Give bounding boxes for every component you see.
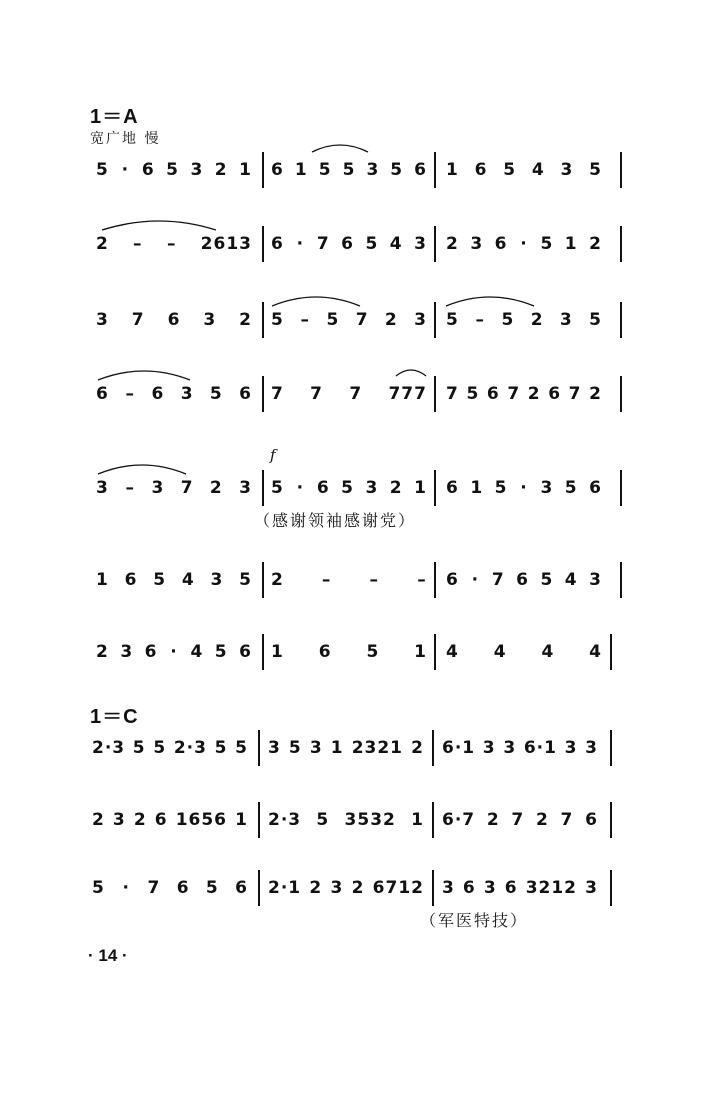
note: –: [133, 234, 143, 254]
measure: [262, 798, 430, 842]
note: 5: [365, 234, 379, 254]
note: –: [321, 570, 332, 590]
page-number: · 14 ·: [88, 946, 128, 965]
note: 3: [203, 310, 217, 330]
barline: [610, 802, 612, 838]
barline: [620, 302, 622, 338]
note: 3: [414, 310, 427, 330]
note: 6: [548, 384, 562, 404]
note: 2: [209, 478, 223, 498]
barline: [262, 634, 264, 670]
note: 3: [330, 878, 344, 898]
note: 5: [153, 738, 167, 758]
barline: [262, 302, 264, 338]
note: 5: [271, 478, 284, 498]
note: 7: [355, 310, 369, 330]
note: 6·1: [442, 738, 476, 758]
note: 5: [390, 160, 404, 180]
measure: [265, 630, 433, 674]
note: 3: [585, 878, 598, 898]
note: 2: [239, 310, 252, 330]
note: 3: [96, 478, 109, 498]
lyric-line: （感谢领袖感谢党）: [254, 511, 417, 530]
note: 1: [446, 160, 459, 180]
measure: [440, 466, 608, 510]
note: 2: [589, 234, 602, 254]
note: 2: [589, 384, 602, 404]
note: 3: [442, 878, 455, 898]
note: 6: [239, 384, 252, 404]
note: 7: [349, 384, 363, 404]
measure: [436, 798, 604, 842]
note: 6: [589, 478, 602, 498]
barline: [620, 470, 622, 506]
note: 2321: [351, 738, 404, 758]
note: 6: [124, 570, 138, 590]
note: 2: [96, 642, 109, 662]
note: –: [475, 310, 485, 330]
barline: [432, 730, 434, 766]
note: 2: [486, 810, 500, 830]
barline: [262, 562, 264, 598]
barline: [432, 870, 434, 906]
barline: [262, 376, 264, 412]
barline: [262, 226, 264, 262]
staff-row: [0, 148, 702, 192]
note: 6: [167, 310, 181, 330]
note: 2: [309, 878, 323, 898]
note: 3: [112, 810, 126, 830]
note: 5: [446, 310, 459, 330]
barline: [434, 470, 436, 506]
note: 6: [141, 160, 155, 180]
note: 3: [180, 384, 194, 404]
note: 3: [589, 570, 602, 590]
measure: [90, 148, 258, 192]
note: 2: [535, 810, 549, 830]
note: 6: [151, 384, 165, 404]
note: 5: [501, 310, 515, 330]
barline: [434, 152, 436, 188]
note: 4: [389, 234, 403, 254]
barline: [620, 562, 622, 598]
note: 1: [96, 570, 109, 590]
note: 1656: [175, 810, 228, 830]
measure: [86, 798, 254, 842]
note: 6: [176, 878, 190, 898]
note: 1: [564, 234, 578, 254]
key-signature-a: 1＝A: [90, 106, 139, 128]
note: 4: [446, 642, 459, 662]
note: 6712: [372, 878, 424, 898]
note: 6: [414, 160, 427, 180]
note: 7: [568, 384, 582, 404]
note: 5: [205, 878, 219, 898]
note: 2·3: [268, 810, 302, 830]
note: 5: [166, 160, 179, 180]
note: 1: [470, 478, 484, 498]
note: 3: [365, 478, 379, 498]
note: 7: [446, 384, 459, 404]
note: 3: [560, 160, 574, 180]
note: 2: [527, 384, 541, 404]
note: 6: [446, 478, 459, 498]
note: ·: [520, 478, 528, 498]
barline: [262, 152, 264, 188]
note: 5: [589, 160, 602, 180]
note: 4: [589, 642, 602, 662]
note: 5: [341, 478, 354, 498]
measure: [440, 222, 608, 266]
note: 4: [541, 642, 555, 662]
note: 7: [271, 384, 284, 404]
note: 5: [132, 738, 146, 758]
note: 3: [268, 738, 281, 758]
note: 3: [585, 738, 598, 758]
measure: [262, 726, 430, 770]
note: 6: [271, 234, 284, 254]
slur: [100, 216, 218, 232]
note: 3: [503, 738, 517, 758]
barline: [262, 470, 264, 506]
barline: [620, 226, 622, 262]
note: 3: [564, 738, 578, 758]
note: 3: [151, 478, 165, 498]
slur: [270, 292, 362, 308]
note: 1: [411, 810, 424, 830]
note: 2: [214, 160, 228, 180]
barline: [610, 730, 612, 766]
note: 4: [531, 160, 545, 180]
note: 7: [310, 384, 323, 404]
barline: [620, 152, 622, 188]
note: 1: [294, 160, 308, 180]
note: 5: [564, 478, 578, 498]
staff-row: [0, 558, 702, 602]
staff-row: [0, 726, 702, 770]
note: ·: [296, 478, 305, 498]
note: 6: [341, 234, 354, 254]
note: 7: [507, 384, 521, 404]
note: 5: [540, 234, 554, 254]
note: 2: [389, 478, 403, 498]
note: 7: [511, 810, 525, 830]
note: 1: [414, 642, 427, 662]
note: 5: [209, 384, 223, 404]
barline: [610, 634, 612, 670]
note: 7: [316, 234, 330, 254]
note: 5: [235, 738, 248, 758]
note: 2: [133, 810, 147, 830]
note: 7: [180, 478, 194, 498]
note: 5: [96, 160, 109, 180]
note: 4: [564, 570, 578, 590]
note: ·: [471, 570, 480, 590]
note: 2: [351, 878, 365, 898]
note: 6: [239, 642, 252, 662]
note: 6: [474, 160, 488, 180]
measure: [86, 866, 254, 910]
note: 1: [271, 642, 284, 662]
note: 3: [559, 310, 573, 330]
note: 2: [271, 570, 284, 590]
note: 2·3: [173, 738, 207, 758]
note: 4: [181, 570, 195, 590]
note: –: [369, 570, 380, 590]
note: 7: [560, 810, 574, 830]
note: 3: [96, 310, 109, 330]
note: 3532: [344, 810, 396, 830]
barline: [258, 730, 260, 766]
measure: [440, 630, 608, 674]
triplet-slur: [394, 364, 428, 378]
note: 3: [470, 234, 484, 254]
measure: [265, 222, 433, 266]
note: –: [166, 234, 177, 254]
measure: [90, 630, 258, 674]
note: 3: [190, 160, 204, 180]
measure: [90, 558, 258, 602]
note: 6: [516, 570, 529, 590]
note: 6: [96, 384, 109, 404]
note: 6: [585, 810, 598, 830]
note: 5: [318, 160, 332, 180]
staff-row: [0, 798, 702, 842]
note: 5: [271, 310, 284, 330]
measure: [265, 372, 433, 416]
note: 2·1: [268, 878, 302, 898]
note: 5: [214, 642, 228, 662]
slur: [444, 292, 536, 308]
note: –: [417, 570, 427, 590]
note: 2: [96, 234, 109, 254]
note: 2613: [200, 234, 252, 254]
key-signature-c: 1＝C: [90, 706, 139, 728]
note: 5: [366, 642, 380, 662]
barline: [432, 802, 434, 838]
note: 1: [330, 738, 344, 758]
note: 5: [540, 570, 554, 590]
measure: [262, 866, 430, 910]
measure: [265, 148, 433, 192]
note: 4: [493, 642, 507, 662]
note: 5: [326, 310, 340, 330]
dynamic-forte: f: [270, 446, 276, 464]
note: 2: [446, 234, 459, 254]
barline: [434, 562, 436, 598]
note: 3: [366, 160, 380, 180]
note: 7: [131, 310, 145, 330]
note: 6: [316, 478, 330, 498]
note: 3: [483, 878, 497, 898]
note: 6: [446, 570, 459, 590]
note: 6: [235, 878, 248, 898]
measure: [86, 726, 254, 770]
note: 2: [92, 810, 105, 830]
measure: [440, 148, 608, 192]
slur: [96, 366, 192, 382]
measure: [265, 466, 433, 510]
measure: [265, 558, 433, 602]
barline: [258, 802, 260, 838]
note: 5: [239, 570, 252, 590]
note: 3: [120, 642, 134, 662]
note: 5: [503, 160, 517, 180]
note: 5: [316, 810, 330, 830]
note: 3: [210, 570, 224, 590]
slur: [96, 460, 188, 476]
barline: [610, 870, 612, 906]
note: 6: [494, 234, 508, 254]
barline: [258, 870, 260, 906]
measure: [436, 866, 604, 910]
note: 1: [239, 160, 252, 180]
note: 3: [540, 478, 554, 498]
note: 2: [411, 738, 424, 758]
note: ·: [520, 234, 528, 254]
barline: [620, 376, 622, 412]
note: 2·3: [92, 738, 126, 758]
note: 5: [214, 738, 228, 758]
note: 777: [388, 384, 427, 404]
note: 6: [486, 384, 500, 404]
note: 6: [271, 160, 284, 180]
note: 6: [154, 810, 168, 830]
barline: [434, 302, 436, 338]
note: 6·1: [523, 738, 557, 758]
note: 3: [309, 738, 323, 758]
note: ·: [170, 642, 178, 662]
tempo-marking: 宽广地 慢: [90, 131, 161, 147]
note: 6: [144, 642, 158, 662]
note: ·: [121, 160, 130, 180]
note: 1: [414, 478, 427, 498]
note: 7: [491, 570, 505, 590]
slur: [310, 140, 370, 154]
measure: [90, 298, 258, 342]
note: 6: [462, 878, 476, 898]
note: 1: [235, 810, 248, 830]
note: 3: [414, 234, 427, 254]
barline: [434, 376, 436, 412]
note: –: [300, 310, 310, 330]
note: 5: [494, 478, 508, 498]
note: 3: [239, 478, 252, 498]
lyric-line: （军医特技）: [420, 911, 529, 930]
measure: [440, 558, 608, 602]
note: 5: [153, 570, 167, 590]
barline: [434, 634, 436, 670]
barline: [434, 226, 436, 262]
note: 5: [589, 310, 602, 330]
note: –: [125, 478, 135, 498]
note: ·: [296, 234, 305, 254]
note: 7: [147, 878, 161, 898]
note: 6: [504, 878, 518, 898]
note: 5: [342, 160, 356, 180]
measure: [440, 372, 608, 416]
note: 3: [482, 738, 496, 758]
note: 5: [466, 384, 480, 404]
note: 5: [92, 878, 105, 898]
note: 6·7: [442, 810, 476, 830]
note: 5: [288, 738, 302, 758]
note: 3212: [525, 878, 578, 898]
note: –: [125, 384, 135, 404]
note: 6: [318, 642, 332, 662]
staff-row: [0, 866, 702, 910]
note: 2: [384, 310, 398, 330]
measure: [436, 726, 604, 770]
note: 2: [530, 310, 544, 330]
note: ·: [122, 878, 130, 898]
note: 4: [190, 642, 204, 662]
staff-row: [0, 630, 702, 674]
